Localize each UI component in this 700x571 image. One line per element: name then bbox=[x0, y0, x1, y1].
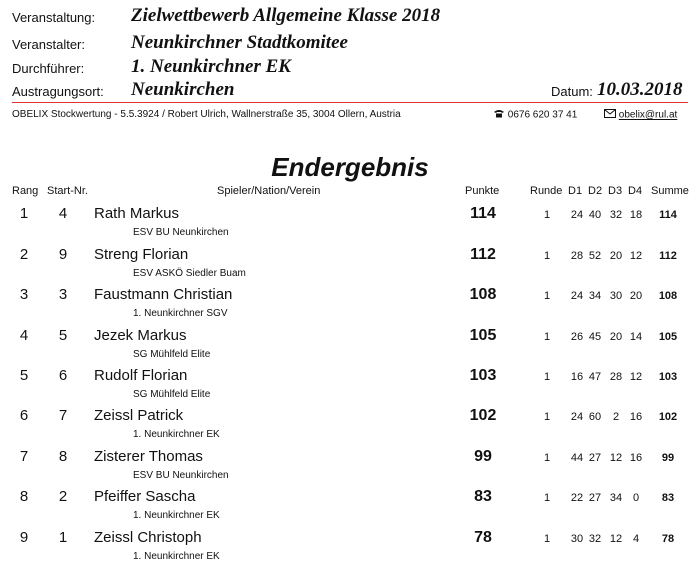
player-name: Rudolf Florian bbox=[94, 367, 188, 384]
rang: 6 bbox=[19, 407, 29, 424]
punkte: 99 bbox=[474, 448, 492, 465]
player-name: Pfeiffer Sascha bbox=[94, 488, 196, 505]
summe: 114 bbox=[659, 209, 677, 221]
player-name: Zisterer Thomas bbox=[94, 448, 203, 465]
punkte: 103 bbox=[469, 367, 497, 384]
d2: 60 bbox=[588, 411, 602, 423]
runde: 1 bbox=[543, 209, 551, 221]
phone-icon bbox=[493, 109, 505, 121]
summe: 99 bbox=[661, 452, 675, 464]
runde: 1 bbox=[543, 411, 551, 423]
d4: 16 bbox=[629, 411, 643, 423]
start-nr: 4 bbox=[58, 205, 68, 222]
result-row bbox=[0, 488, 700, 528]
rang: 9 bbox=[19, 529, 29, 546]
austragungsort-value: Neunkirchen bbox=[131, 79, 235, 100]
start-nr: 3 bbox=[58, 286, 68, 303]
player-club: ESV BU Neunkirchen bbox=[133, 470, 229, 481]
veranstaltung-label: Veranstaltung: bbox=[12, 10, 96, 25]
datum-label: Datum: bbox=[551, 84, 593, 99]
d1: 30 bbox=[570, 533, 584, 545]
d4: 0 bbox=[632, 492, 640, 504]
veranstalter-label: Veranstalter: bbox=[12, 37, 85, 52]
result-row bbox=[0, 407, 700, 447]
d3: 12 bbox=[609, 533, 623, 545]
col-d4: D4 bbox=[628, 185, 643, 197]
player-name: Jezek Markus bbox=[94, 327, 187, 344]
runde: 1 bbox=[543, 492, 551, 504]
result-row bbox=[0, 529, 700, 569]
summe: 103 bbox=[658, 371, 678, 383]
start-nr: 9 bbox=[58, 246, 68, 263]
software-credit: OBELIX Stockwertung - 5.5.3924 / Robert Ulrich, Wallnerstraße 35, 3004 Ollern, Austria bbox=[12, 109, 401, 120]
email-address[interactable]: obelix@rul.at bbox=[618, 109, 678, 121]
d4: 12 bbox=[629, 250, 643, 262]
datum-value: 10.03.2018 bbox=[597, 79, 683, 100]
envelope-icon bbox=[604, 109, 616, 121]
result-row bbox=[0, 327, 700, 367]
result-row bbox=[0, 367, 700, 407]
d4: 20 bbox=[629, 290, 643, 302]
durchfuehrer-label: Durchführer: bbox=[12, 61, 85, 76]
d1: 16 bbox=[570, 371, 584, 383]
d2: 52 bbox=[588, 250, 602, 262]
player-club: 1. Neunkirchner EK bbox=[133, 510, 220, 521]
d2: 32 bbox=[588, 533, 602, 545]
d4: 4 bbox=[632, 533, 640, 545]
start-nr: 1 bbox=[58, 529, 68, 546]
phone-number: 0676 620 37 41 bbox=[507, 109, 578, 121]
d2: 34 bbox=[588, 290, 602, 302]
col-summe: Summe bbox=[651, 185, 689, 197]
d2: 27 bbox=[588, 452, 602, 464]
start-nr: 5 bbox=[58, 327, 68, 344]
player-name: Zeissl Christoph bbox=[94, 529, 202, 546]
phone-contact bbox=[493, 109, 577, 121]
punkte: 83 bbox=[474, 488, 492, 505]
d4: 18 bbox=[629, 209, 643, 221]
d2: 27 bbox=[588, 492, 602, 504]
col-d2: D2 bbox=[588, 185, 603, 197]
rang: 1 bbox=[19, 205, 29, 222]
player-club: 1. Neunkirchner SGV bbox=[133, 308, 228, 319]
result-row bbox=[0, 448, 700, 488]
rang: 5 bbox=[19, 367, 29, 384]
runde: 1 bbox=[543, 290, 551, 302]
col-d3: D3 bbox=[608, 185, 623, 197]
result-row bbox=[0, 205, 700, 245]
start-nr: 6 bbox=[58, 367, 68, 384]
punkte: 105 bbox=[469, 327, 497, 344]
veranstaltung-value: Zielwettbewerb Allgemeine Klasse 2018 bbox=[131, 5, 441, 26]
summe: 105 bbox=[658, 331, 678, 343]
d3: 28 bbox=[609, 371, 623, 383]
email-contact[interactable] bbox=[604, 109, 677, 121]
punkte: 78 bbox=[474, 529, 492, 546]
d3: 32 bbox=[609, 209, 623, 221]
rang: 2 bbox=[19, 246, 29, 263]
d1: 28 bbox=[570, 250, 584, 262]
col-punkte: Punkte bbox=[465, 185, 500, 197]
summe: 102 bbox=[658, 411, 678, 423]
rang: 4 bbox=[19, 327, 29, 344]
d4: 14 bbox=[629, 331, 643, 343]
player-club: ESV BU Neunkirchen bbox=[133, 227, 229, 238]
d3: 30 bbox=[609, 290, 623, 302]
runde: 1 bbox=[543, 533, 551, 545]
d1: 24 bbox=[570, 290, 584, 302]
page-title: Endergebnis bbox=[271, 152, 429, 182]
d1: 24 bbox=[570, 209, 584, 221]
col-d1: D1 bbox=[568, 185, 583, 197]
col-spieler: Spieler/Nation/Verein bbox=[217, 185, 321, 197]
summe: 108 bbox=[658, 290, 678, 302]
player-club: SG Mühlfeld Elite bbox=[133, 389, 211, 400]
player-name: Zeissl Patrick bbox=[94, 407, 184, 424]
player-club: ESV ASKÖ Siedler Buam bbox=[133, 268, 246, 279]
player-name: Faustmann Christian bbox=[94, 286, 233, 303]
veranstalter-value: Neunkirchner Stadtkomitee bbox=[131, 32, 348, 53]
austragungsort-label: Austragungsort: bbox=[12, 84, 104, 99]
col-runde: Runde bbox=[530, 185, 563, 197]
d4: 16 bbox=[629, 452, 643, 464]
d3: 34 bbox=[609, 492, 623, 504]
summe: 112 bbox=[659, 250, 677, 262]
d2: 40 bbox=[588, 209, 602, 221]
punkte: 108 bbox=[469, 286, 497, 303]
player-club: 1. Neunkirchner EK bbox=[133, 551, 220, 562]
d1: 44 bbox=[570, 452, 584, 464]
d3: 2 bbox=[612, 411, 620, 423]
d2: 45 bbox=[588, 331, 602, 343]
runde: 1 bbox=[543, 331, 551, 343]
d3: 20 bbox=[609, 331, 623, 343]
start-nr: 2 bbox=[58, 488, 68, 505]
rang: 7 bbox=[19, 448, 29, 465]
summe: 78 bbox=[661, 533, 675, 545]
result-row bbox=[0, 246, 700, 286]
header-divider bbox=[12, 102, 688, 103]
start-nr: 8 bbox=[58, 448, 68, 465]
d2: 47 bbox=[588, 371, 602, 383]
result-row bbox=[0, 286, 700, 326]
summe: 83 bbox=[661, 492, 675, 504]
d1: 24 bbox=[570, 411, 584, 423]
punkte: 114 bbox=[470, 205, 496, 222]
rang: 8 bbox=[19, 488, 29, 505]
punkte: 102 bbox=[469, 407, 497, 424]
player-name: Streng Florian bbox=[94, 246, 189, 263]
col-start: Start-Nr. bbox=[47, 185, 88, 197]
d1: 22 bbox=[570, 492, 584, 504]
runde: 1 bbox=[543, 371, 551, 383]
player-club: SG Mühlfeld Elite bbox=[133, 349, 211, 360]
col-rang: Rang bbox=[12, 185, 39, 197]
d3: 20 bbox=[609, 250, 623, 262]
punkte: 112 bbox=[470, 246, 496, 263]
d4: 12 bbox=[629, 371, 643, 383]
runde: 1 bbox=[543, 452, 551, 464]
runde: 1 bbox=[543, 250, 551, 262]
durchfuehrer-value: 1. Neunkirchner EK bbox=[131, 56, 291, 77]
start-nr: 7 bbox=[58, 407, 68, 424]
player-name: Rath Markus bbox=[94, 205, 180, 222]
rang: 3 bbox=[19, 286, 29, 303]
d3: 12 bbox=[609, 452, 623, 464]
d1: 26 bbox=[570, 331, 584, 343]
player-club: 1. Neunkirchner EK bbox=[133, 429, 220, 440]
